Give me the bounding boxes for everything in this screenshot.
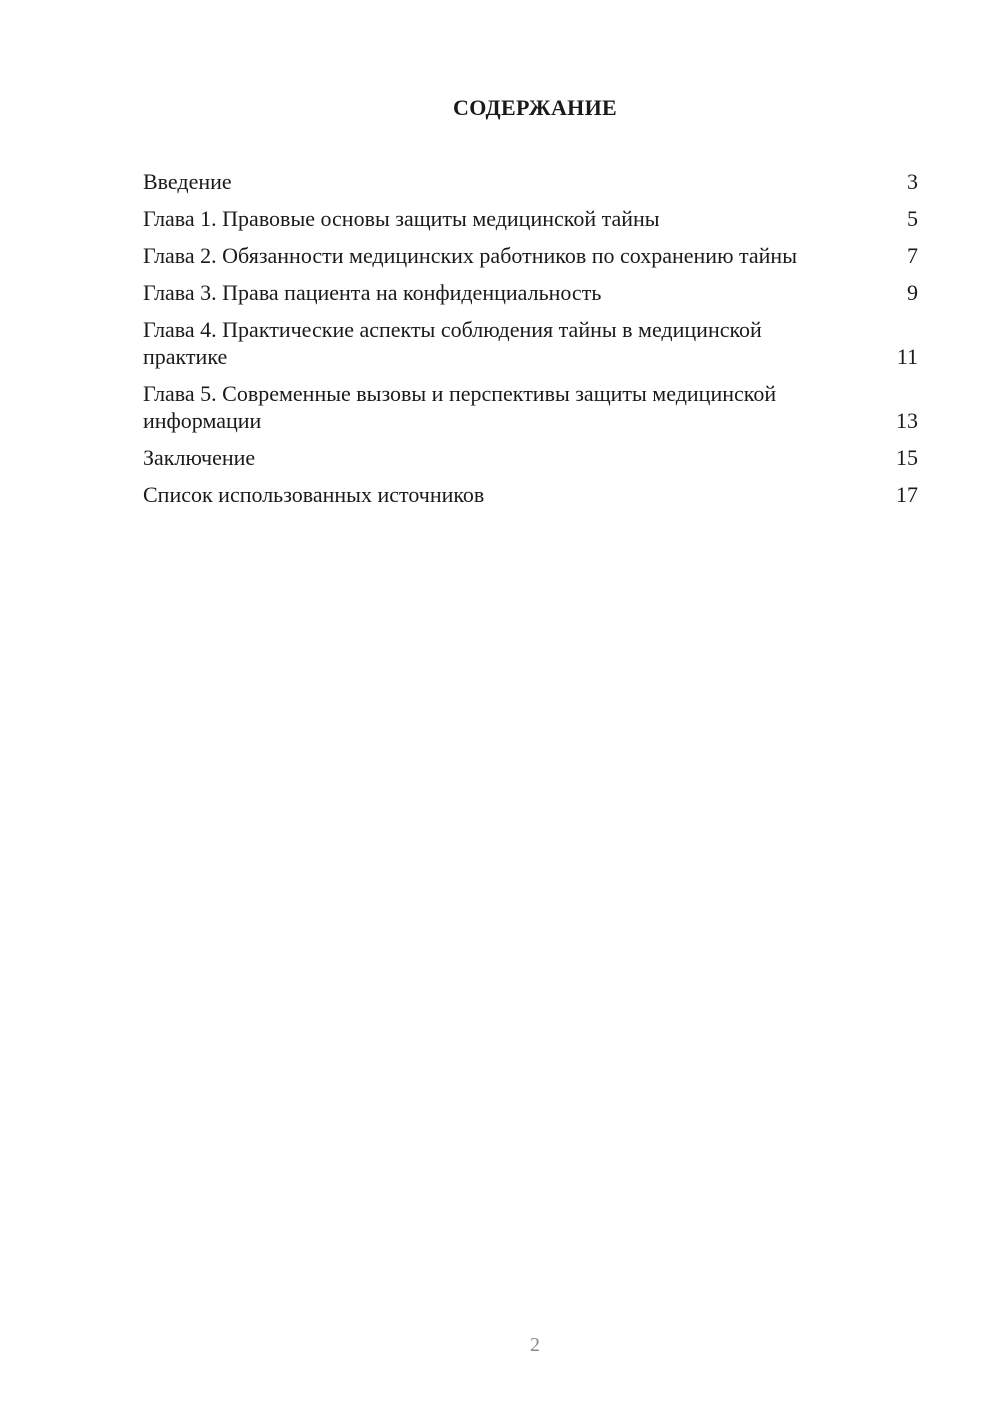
toc-entry-conclusion[interactable] <box>143 444 918 471</box>
toc-entry-page: 13 <box>896 408 918 433</box>
toc-entry-title: Введение <box>143 169 232 194</box>
toc-entry-page: 3 <box>907 169 918 194</box>
toc-entry-title: Глава 4. Практические аспекты соблюдения тайны в медицинской практике <box>143 317 762 369</box>
toc-entry-page: 17 <box>896 482 918 507</box>
toc-entry-references[interactable] <box>143 481 918 508</box>
toc-entry-title: Список использованных источников <box>143 482 485 507</box>
toc-entry-chapter-3[interactable] <box>143 279 918 306</box>
toc-entry-chapter-4[interactable] <box>143 316 918 370</box>
table-of-contents <box>143 168 918 518</box>
toc-entry-title: Глава 5. Современные вызовы и перспективы защиты медицинской информации <box>143 381 777 433</box>
toc-entry-chapter-2[interactable] <box>143 242 918 269</box>
page-number: 2 <box>530 1334 540 1356</box>
toc-entry-introduction[interactable] <box>143 168 918 195</box>
toc-entry-page: 5 <box>907 206 918 231</box>
toc-entry-page: 7 <box>907 243 918 268</box>
toc-entry-chapter-5[interactable] <box>143 380 918 434</box>
toc-entry-title: Глава 2. Обязанности медицинских работников по сохранению тайны <box>143 243 797 268</box>
toc-entry-title: Заключение <box>143 445 256 470</box>
toc-entry-title: Глава 1. Правовые основы защиты медицинской тайны <box>143 206 660 231</box>
toc-entry-chapter-1[interactable] <box>143 205 918 232</box>
toc-entry-page: 15 <box>896 445 918 470</box>
toc-entry-page: 9 <box>907 280 918 305</box>
toc-entry-title: Глава 3. Права пациента на конфиденциальность <box>143 280 602 305</box>
toc-entry-page: 11 <box>896 344 918 369</box>
toc-heading: СОДЕРЖАНИЕ <box>453 95 617 120</box>
